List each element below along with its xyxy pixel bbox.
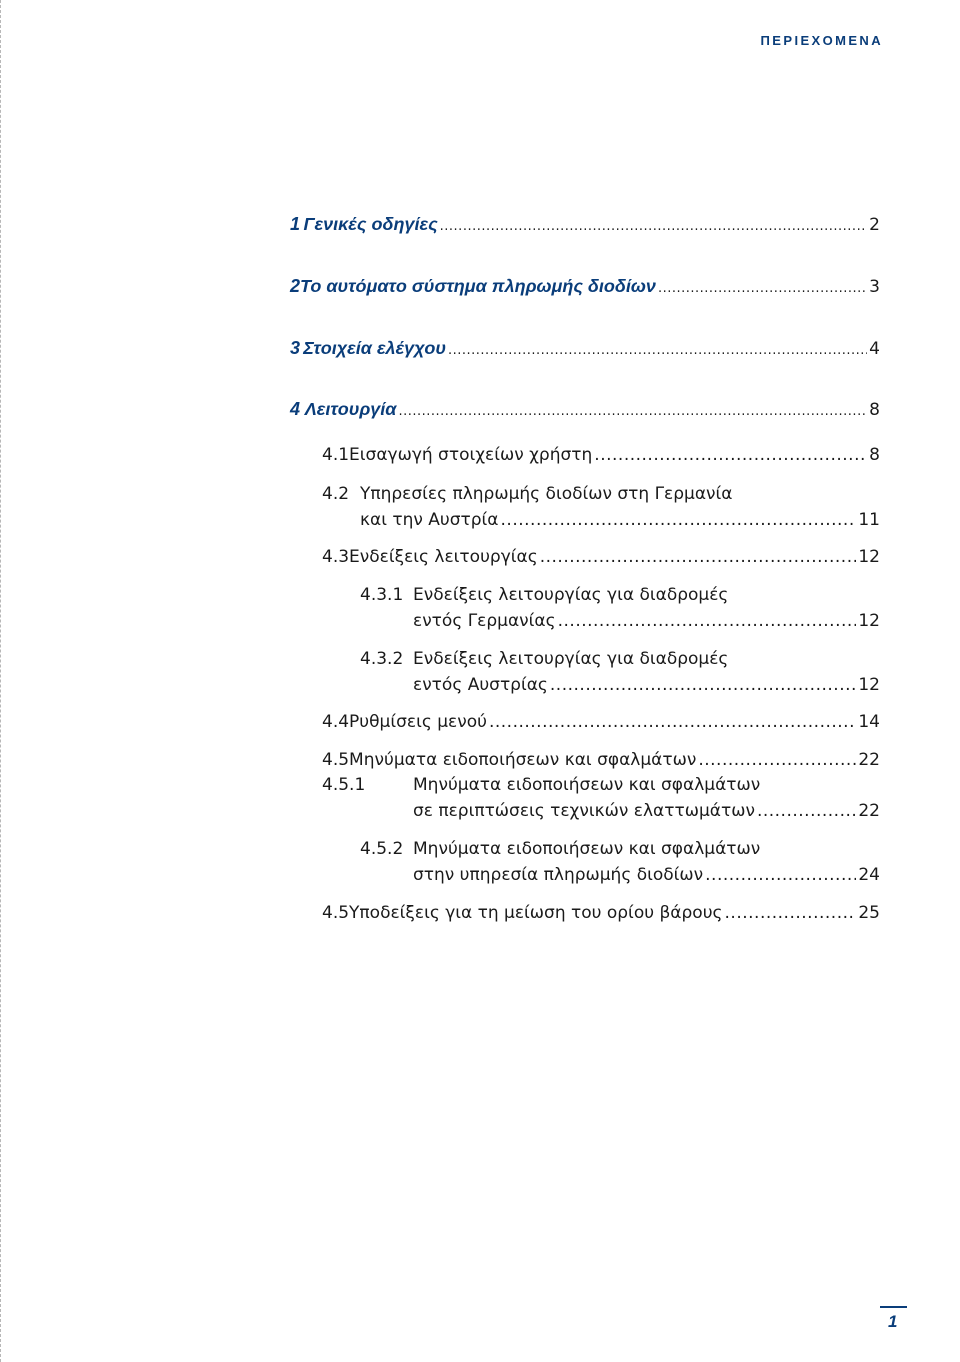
toc-chapter-title: Γενικές οδηγίες [303, 214, 438, 234]
dot-leader [658, 281, 867, 296]
toc-chapter-number: 3 [290, 338, 301, 358]
dot-leader [501, 510, 857, 530]
toc-section-title-cont: εντός Αυστρίας [413, 675, 548, 695]
page-title: ΠΕΡΙΕΧΟΜΕΝΑ [760, 33, 883, 48]
toc-page-number: 8 [869, 445, 880, 465]
toc-section-4-5-1-line2[interactable] [413, 801, 880, 821]
toc-section-title: Ενδείξεις λειτουργίας για διαδρομές [413, 585, 729, 605]
toc-section-number: 4.4 [322, 712, 350, 732]
toc-section-4-5-2-line1[interactable] [360, 839, 760, 859]
dot-leader [448, 343, 867, 358]
toc-page-number: 12 [858, 675, 880, 695]
toc-section-number: 4.5 [322, 750, 350, 770]
toc-chapter-number: 2 [290, 276, 301, 296]
toc-section-number: 4.5.2 [360, 839, 404, 859]
toc-section-title: Ενδείξεις λειτουργίας για διαδρομές [413, 649, 729, 669]
toc-section-title: Ενδείξεις λειτουργίας [349, 547, 538, 567]
toc-section-number: 4.3.2 [360, 649, 404, 669]
dot-leader [698, 750, 856, 770]
toc-chapter-4[interactable] [290, 399, 880, 420]
toc-section-number: 4.1 [322, 445, 350, 465]
toc-page-number: 8 [869, 400, 880, 420]
toc-chapter-title: Στοιχεία ελέγχου [303, 338, 446, 358]
toc-section-4-5[interactable] [322, 750, 880, 770]
toc-section-title: Μηνύματα ειδοποιήσεων και σφαλμάτων [413, 775, 761, 795]
dot-leader [594, 445, 867, 465]
toc-page-number: 12 [858, 547, 880, 567]
toc-section-4-5-weight[interactable] [322, 903, 880, 923]
toc-section-number: 4.5 [322, 903, 350, 923]
toc-section-number: 4.5.1 [322, 775, 366, 795]
toc-section-title-cont: σε περιπτώσεις τεχνικών ελαττωμάτων [413, 801, 755, 821]
toc-page-number: 22 [858, 750, 880, 770]
page-edge-border [0, 0, 2, 1362]
toc-chapter-2[interactable] [290, 276, 880, 297]
toc-page-number: 25 [858, 903, 880, 923]
toc-section-4-1[interactable] [322, 445, 880, 465]
toc-chapter-number: 1 [290, 214, 301, 234]
toc-page-number: 22 [858, 801, 880, 821]
toc-section-title: Μηνύματα ειδοποιήσεων και σφαλμάτων [413, 839, 761, 859]
toc-section-4-4[interactable] [322, 712, 880, 732]
toc-chapter-1[interactable] [290, 214, 880, 235]
toc-chapter-3[interactable] [290, 338, 880, 359]
dot-leader [705, 865, 856, 885]
toc-chapter-title: Το αυτόματο σύστημα πληρωμής διοδίων [300, 276, 656, 296]
toc-section-4-2-line1[interactable] [322, 484, 733, 504]
toc-section-4-3-2-line2[interactable] [413, 675, 880, 695]
toc-section-4-3[interactable] [322, 547, 880, 567]
toc-section-4-5-1-line1[interactable] [322, 775, 760, 795]
dot-leader [725, 903, 857, 923]
toc-section-4-3-1-line2[interactable] [413, 611, 880, 631]
toc-section-4-3-1-line1[interactable] [360, 585, 728, 605]
toc-page-number: 12 [858, 611, 880, 631]
toc-page-number: 2 [869, 215, 880, 235]
toc-page-number: 4 [869, 339, 880, 359]
dot-leader [558, 611, 857, 631]
toc-section-title: Υπηρεσίες πληρωμής διοδίων στη Γερμανία [360, 484, 733, 504]
toc-section-number: 4.2 [322, 484, 350, 504]
toc-section-title-cont: και την Αυστρία [360, 510, 499, 530]
dot-leader [489, 712, 856, 732]
toc-page-number: 14 [858, 712, 880, 732]
toc-section-title-cont: εντός Γερμανίας [413, 611, 556, 631]
toc-chapter-title: Λειτουργία [304, 399, 397, 419]
dot-leader [398, 404, 867, 419]
toc-section-number: 4.3.1 [360, 585, 404, 605]
toc-section-4-5-2-line2[interactable] [413, 865, 880, 885]
toc-section-title-cont: στην υπηρεσία πληρωμής διοδίων [413, 865, 704, 885]
dot-leader [757, 801, 856, 821]
dot-leader [540, 547, 857, 567]
toc-page-number: 11 [858, 510, 880, 530]
toc-section-number: 4.3 [322, 547, 350, 567]
dot-leader [550, 675, 856, 695]
footer-rule [880, 1306, 907, 1308]
toc-page-number: 3 [869, 277, 880, 297]
toc-section-title: Ρυθμίσεις μενού [349, 712, 487, 732]
toc-page-number: 24 [858, 865, 880, 885]
toc-section-title: Μηνύματα ειδοποιήσεων και σφαλμάτων [349, 750, 697, 770]
toc-section-4-3-2-line1[interactable] [360, 649, 728, 669]
toc-section-4-2-line2[interactable] [360, 510, 880, 530]
footer-page-number: 1 [888, 1312, 898, 1331]
toc-chapter-number: 4 [290, 399, 301, 419]
toc-section-title: Υποδείξεις για τη μείωση του ορίου βάρους [349, 903, 723, 923]
dot-leader [440, 219, 868, 234]
toc-section-title: Εισαγωγή στοιχείων χρήστη [349, 445, 593, 465]
